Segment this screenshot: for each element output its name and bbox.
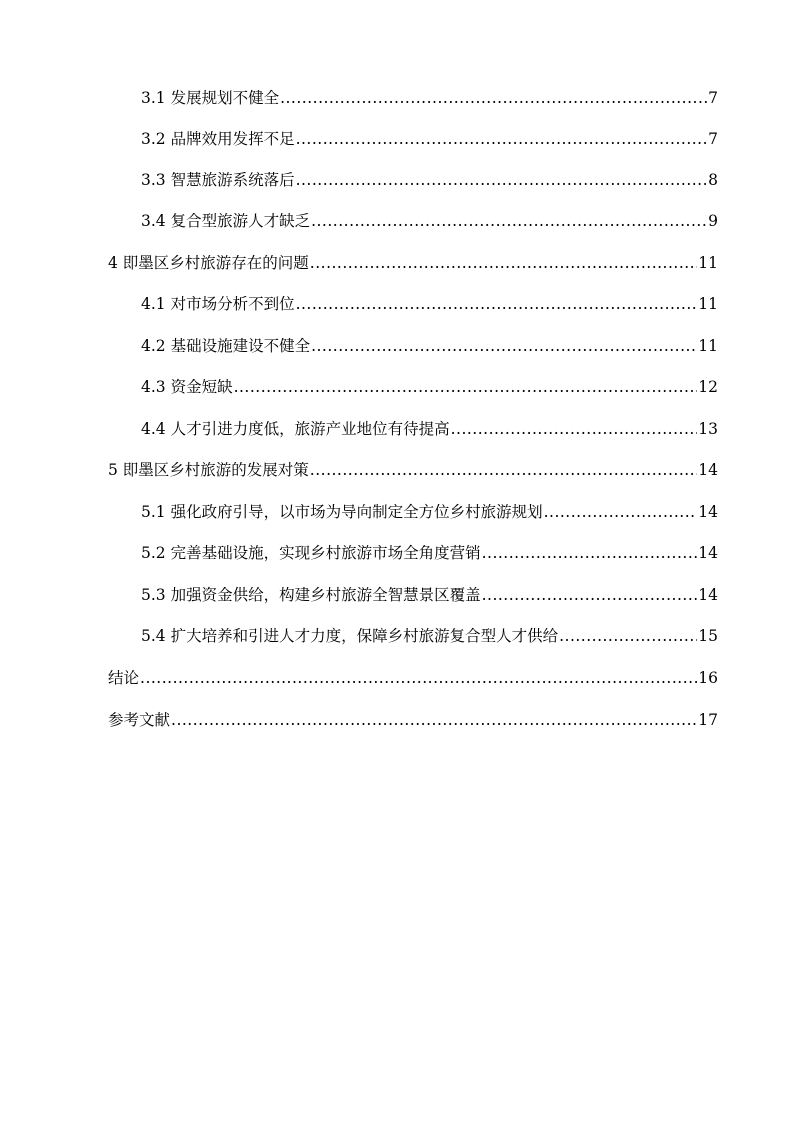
- toc-entry-3-3[interactable]: [141, 168, 718, 192]
- toc-entry-chapter-4[interactable]: [108, 251, 718, 275]
- toc-entry-page: 14: [698, 461, 718, 479]
- toc-entry-page: 12: [698, 378, 718, 396]
- toc-dot-leader: [234, 375, 698, 399]
- toc-entry-title: 结论: [108, 669, 140, 687]
- toc-dot-leader: [559, 624, 697, 648]
- toc-entry-4-2[interactable]: [141, 334, 718, 358]
- toc-dot-leader: [280, 86, 707, 110]
- toc-entry-page: 14: [698, 503, 718, 521]
- toc-entry-title: 5.3 加强资金供给，构建乡村旅游全智慧景区覆盖: [141, 586, 481, 604]
- toc-entry-page: 16: [698, 669, 718, 687]
- toc-entry-page: 14: [698, 586, 718, 604]
- toc-entry-page: 11: [698, 254, 718, 272]
- toc-entry-5-4[interactable]: [141, 624, 718, 648]
- toc-dot-leader: [451, 417, 698, 441]
- toc-entry-title: 4.1 对市场分析不到位: [141, 295, 295, 313]
- toc-entry-page: 8: [708, 171, 718, 189]
- toc-dot-leader: [171, 708, 697, 732]
- toc-entry-page: 17: [698, 711, 718, 729]
- toc-entry-4-4[interactable]: [141, 417, 718, 441]
- toc-entry-title: 3.2 品牌效用发挥不足: [141, 130, 295, 148]
- toc-entry-5-3[interactable]: [141, 583, 718, 607]
- toc-entry-page: 11: [698, 337, 718, 355]
- toc-entry-title: 参考文献: [108, 711, 171, 729]
- toc-entry-5-2[interactable]: [141, 541, 718, 565]
- toc-entry-page: 13: [698, 420, 718, 438]
- toc-dot-leader: [296, 168, 708, 192]
- toc-entry-title: 3.1 发展规划不健全: [141, 89, 280, 107]
- toc-entry-3-4[interactable]: [141, 209, 718, 233]
- toc-entry-conclusion[interactable]: [108, 666, 718, 690]
- toc-entry-3-2[interactable]: [141, 127, 718, 151]
- toc-dot-leader: [482, 541, 698, 565]
- toc-entry-page: 7: [708, 89, 718, 107]
- toc-entry-page: 7: [708, 130, 718, 148]
- toc-dot-leader: [310, 458, 697, 482]
- toc-entry-title: 4.2 基础设施建设不健全: [141, 337, 311, 355]
- toc-entry-page: 9: [708, 212, 718, 230]
- toc-dot-leader: [296, 127, 708, 151]
- toc-entry-chapter-5[interactable]: [108, 458, 718, 482]
- toc-entry-title: 4.4 人才引进力度低，旅游产业地位有待提高: [141, 420, 450, 438]
- toc-dot-leader: [311, 209, 707, 233]
- toc-dot-leader: [310, 251, 697, 275]
- toc-entry-page: 11: [698, 295, 718, 313]
- toc-dot-leader: [140, 666, 697, 690]
- toc-dot-leader: [311, 334, 697, 358]
- toc-entry-page: 14: [698, 544, 718, 562]
- toc-entry-3-1[interactable]: [141, 86, 718, 110]
- toc-entry-title: 5.4 扩大培养和引进人才力度，保障乡村旅游复合型人才供给: [141, 627, 559, 645]
- toc-entry-title: 5.2 完善基础设施，实现乡村旅游市场全角度营销: [141, 544, 481, 562]
- toc-dot-leader: [544, 500, 698, 524]
- toc-entry-references[interactable]: [108, 708, 718, 732]
- toc-entry-4-3[interactable]: [141, 375, 718, 399]
- toc-entry-title: 4.3 资金短缺: [141, 378, 233, 396]
- toc-dot-leader: [482, 583, 698, 607]
- toc-dot-leader: [296, 292, 698, 316]
- toc-entry-title: 5 即墨区乡村旅游的发展对策: [108, 461, 309, 479]
- toc-entry-4-1[interactable]: [141, 292, 718, 316]
- toc-entry-5-1[interactable]: [141, 500, 718, 524]
- toc-entry-title: 3.3 智慧旅游系统落后: [141, 171, 295, 189]
- toc-entry-title: 3.4 复合型旅游人才缺乏: [141, 212, 311, 230]
- toc-entry-title: 4 即墨区乡村旅游存在的问题: [108, 254, 309, 272]
- toc-entry-page: 15: [698, 627, 718, 645]
- toc-entry-title: 5.1 强化政府引导，以市场为导向制定全方位乡村旅游规划: [141, 503, 543, 521]
